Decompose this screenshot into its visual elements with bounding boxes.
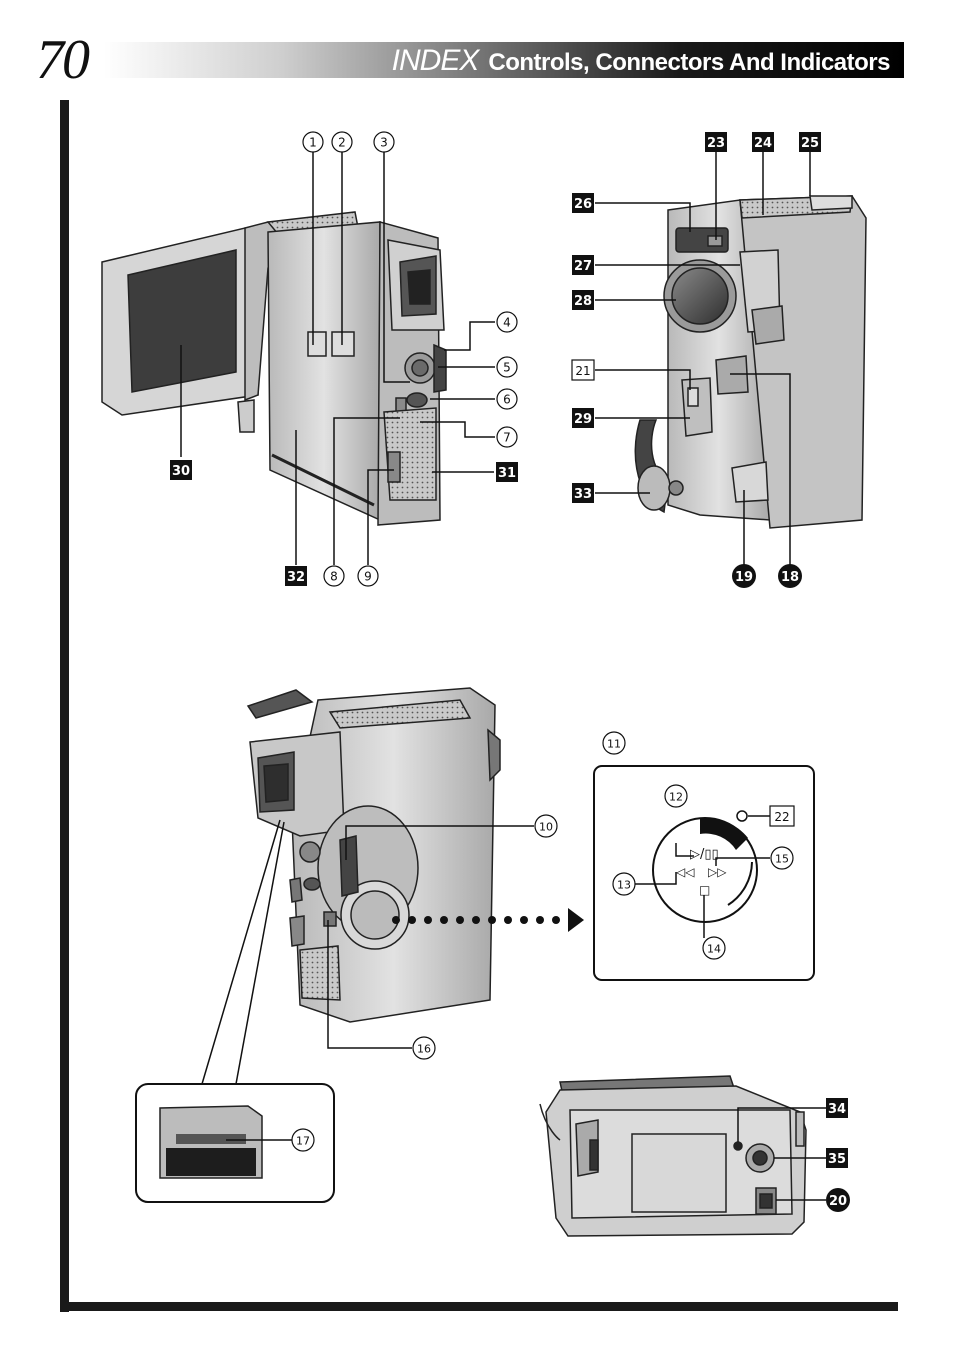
svg-text:6: 6 bbox=[503, 392, 511, 407]
title-rest: Controls, Connectors And Indicators bbox=[488, 49, 890, 76]
svg-text:13: 13 bbox=[617, 878, 631, 892]
callout-4 bbox=[497, 312, 517, 332]
callout-34 bbox=[826, 1098, 848, 1118]
callout-27 bbox=[572, 255, 594, 275]
callout-9 bbox=[358, 566, 378, 586]
callout-1 bbox=[303, 132, 323, 152]
callout-32 bbox=[285, 566, 307, 586]
svg-text:19: 19 bbox=[734, 570, 754, 585]
callout-18 bbox=[778, 564, 802, 588]
svg-text:10: 10 bbox=[539, 820, 553, 834]
svg-text:2: 2 bbox=[338, 135, 346, 150]
callout-20 bbox=[826, 1188, 850, 1212]
svg-text:28: 28 bbox=[573, 294, 593, 309]
title-index: INDEX bbox=[391, 44, 479, 77]
svg-text:31: 31 bbox=[497, 466, 517, 481]
fast-forward-symbol: ▷▷ bbox=[708, 865, 727, 879]
page-number: 70 bbox=[36, 29, 88, 91]
stop-symbol: □ bbox=[699, 883, 711, 897]
svg-text:5: 5 bbox=[503, 360, 511, 375]
svg-text:7: 7 bbox=[503, 430, 511, 445]
callout-2 bbox=[332, 132, 352, 152]
svg-text:16: 16 bbox=[417, 1042, 431, 1056]
svg-text:1: 1 bbox=[309, 135, 317, 150]
svg-text:26: 26 bbox=[573, 197, 593, 212]
callout-29 bbox=[572, 408, 594, 428]
callout-16 bbox=[413, 1037, 435, 1059]
callout-6 bbox=[497, 389, 517, 409]
svg-text:14: 14 bbox=[707, 942, 721, 956]
callout-35 bbox=[826, 1148, 848, 1168]
callout-5 bbox=[497, 357, 517, 377]
callout-14 bbox=[703, 937, 725, 959]
callout-25 bbox=[799, 132, 821, 152]
camera-front-view bbox=[635, 196, 866, 528]
rewind-symbol: ◁◁ bbox=[676, 865, 695, 879]
svg-text:8: 8 bbox=[330, 569, 338, 584]
camera-rear-view bbox=[248, 688, 500, 1022]
callout-13 bbox=[613, 873, 635, 895]
callout-26 bbox=[572, 193, 594, 213]
svg-text:35: 35 bbox=[827, 1152, 847, 1167]
callout-23 bbox=[705, 132, 727, 152]
callout-22 bbox=[770, 806, 794, 826]
callout-3 bbox=[374, 132, 394, 152]
callout-33 bbox=[572, 483, 594, 503]
svg-text:25: 25 bbox=[800, 136, 820, 151]
callout-28 bbox=[572, 290, 594, 310]
svg-text:3: 3 bbox=[380, 135, 388, 150]
callout-8 bbox=[324, 566, 344, 586]
svg-text:22: 22 bbox=[774, 810, 790, 824]
svg-text:12: 12 bbox=[669, 790, 683, 804]
svg-text:9: 9 bbox=[364, 569, 372, 584]
camera-left-view bbox=[102, 212, 446, 525]
play-pause-symbol: ▷/▯▯ bbox=[690, 847, 719, 862]
svg-text:15: 15 bbox=[775, 852, 789, 866]
svg-text:24: 24 bbox=[753, 136, 773, 151]
callout-24 bbox=[752, 132, 774, 152]
camera-bottom-view bbox=[540, 1076, 806, 1236]
lcd-screen bbox=[128, 250, 236, 392]
callout-17 bbox=[292, 1129, 314, 1151]
callout-31 bbox=[496, 462, 518, 482]
svg-text:23: 23 bbox=[706, 136, 726, 151]
svg-text:33: 33 bbox=[573, 487, 593, 502]
callout-30 bbox=[170, 460, 192, 480]
svg-text:32: 32 bbox=[286, 570, 306, 585]
svg-text:21: 21 bbox=[575, 364, 591, 378]
callout-15 bbox=[771, 847, 793, 869]
callout-7 bbox=[497, 427, 517, 447]
svg-text:4: 4 bbox=[503, 315, 511, 330]
svg-text:34: 34 bbox=[827, 1102, 847, 1117]
callout-11 bbox=[603, 732, 625, 754]
callout-10 bbox=[535, 815, 557, 837]
svg-text:18: 18 bbox=[780, 570, 800, 585]
svg-text:11: 11 bbox=[607, 737, 621, 751]
svg-text:27: 27 bbox=[573, 259, 593, 274]
svg-text:17: 17 bbox=[296, 1134, 310, 1148]
callout-12 bbox=[665, 785, 687, 807]
svg-text:29: 29 bbox=[573, 412, 593, 427]
callout-19 bbox=[732, 564, 756, 588]
callout-21 bbox=[572, 360, 594, 380]
svg-text:20: 20 bbox=[828, 1194, 848, 1209]
svg-text:30: 30 bbox=[171, 464, 191, 479]
